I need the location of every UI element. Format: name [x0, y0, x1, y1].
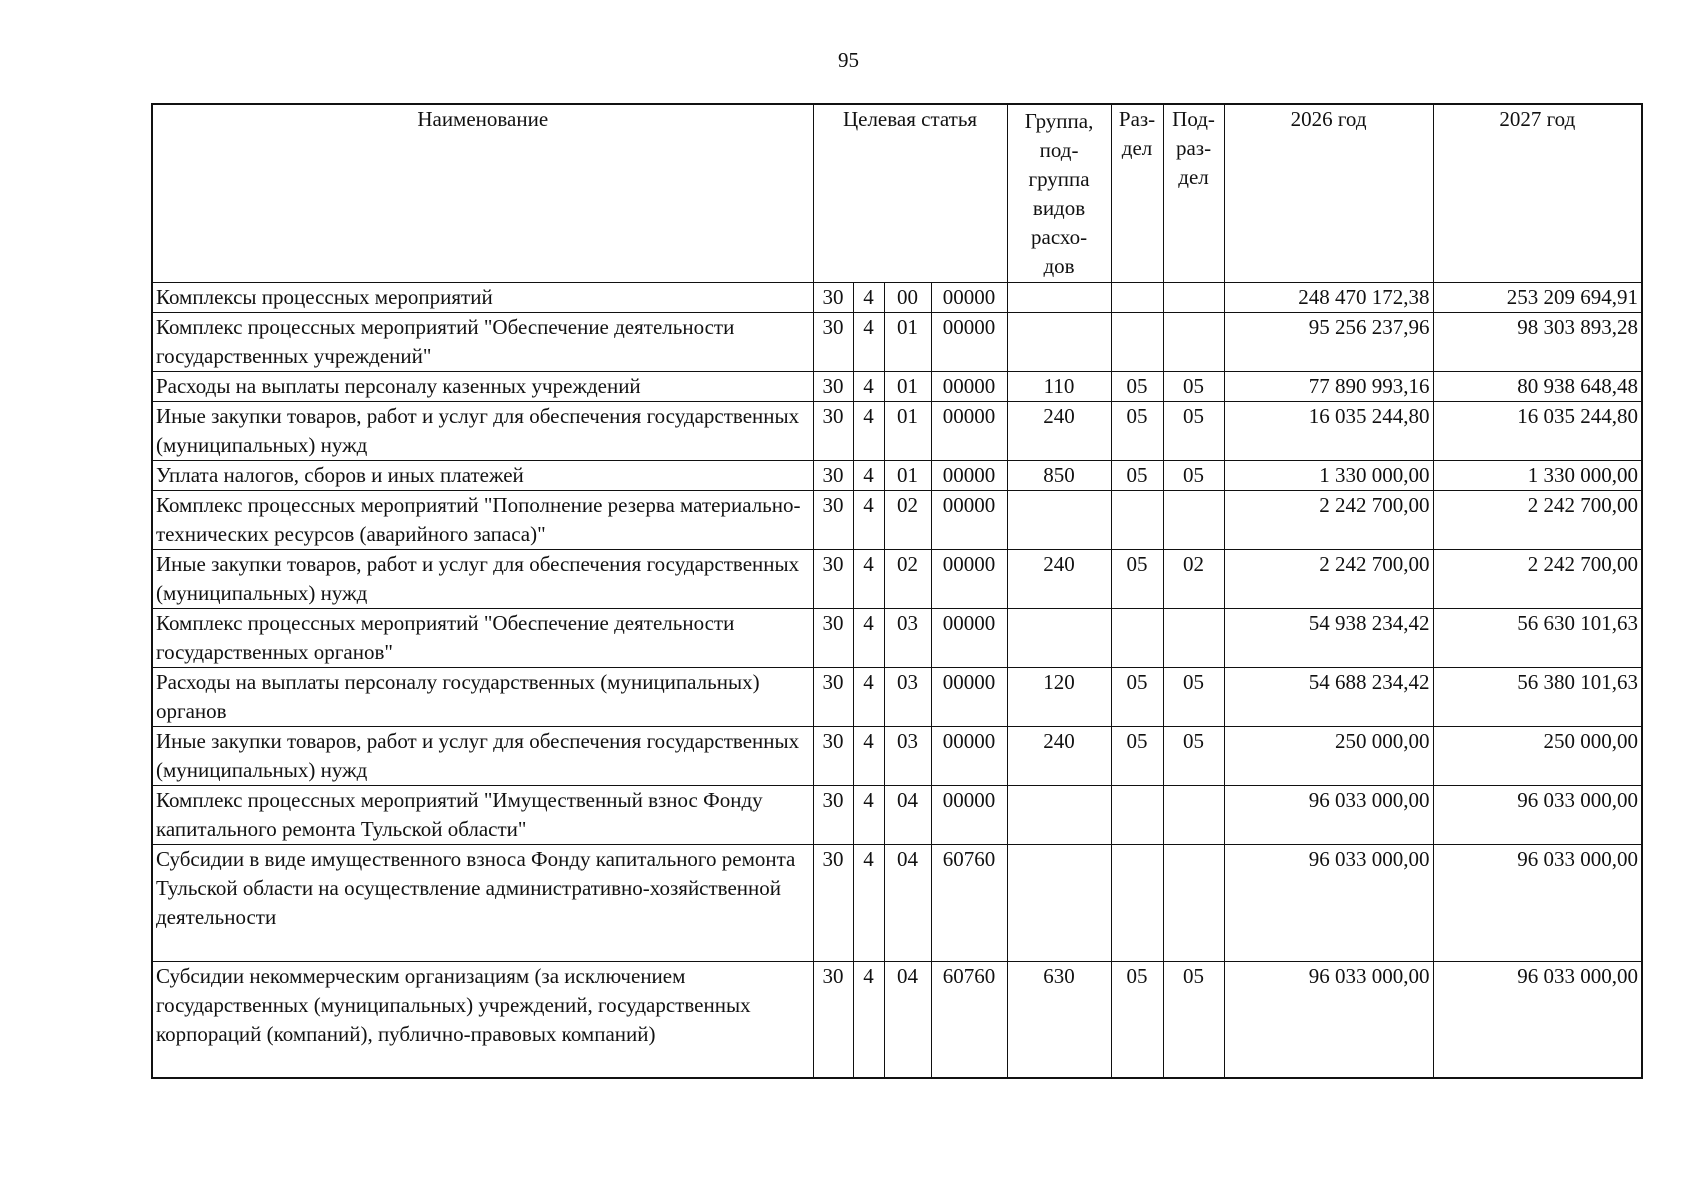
- amount-2027: 16 035 244,80: [1433, 401, 1642, 460]
- section-code: [1111, 282, 1163, 312]
- amount-2026: 16 035 244,80: [1224, 401, 1433, 460]
- amount-2027: 96 033 000,00: [1433, 844, 1642, 961]
- header-name: Наименование: [152, 104, 813, 282]
- target-code-type: 4: [853, 961, 884, 1078]
- target-code-complex: 03: [884, 667, 931, 726]
- table-row: [152, 460, 1642, 490]
- target-code-program: 30: [813, 549, 853, 608]
- target-code-program: 30: [813, 667, 853, 726]
- section-code: 05: [1111, 549, 1163, 608]
- expense-group: [1007, 844, 1111, 961]
- table-row: [152, 844, 1642, 961]
- target-code-program: 30: [813, 726, 853, 785]
- section-code: 05: [1111, 726, 1163, 785]
- row-name: Комплекс процессных мероприятий "Обеспечение деятельности государственных учреждений": [152, 312, 813, 371]
- target-code-direction: 60760: [931, 961, 1007, 1078]
- row-name: Иные закупки товаров, работ и услуг для обеспечения государственных (муниципальных) нужд: [152, 401, 813, 460]
- section-code: [1111, 844, 1163, 961]
- subsection-code: [1163, 490, 1224, 549]
- table-body: [152, 282, 1642, 1078]
- subsection-code: 05: [1163, 371, 1224, 401]
- page-number: 95: [838, 48, 859, 72]
- header-year-2026: 2026 год: [1224, 104, 1433, 282]
- amount-2026: 54 938 234,42: [1224, 608, 1433, 667]
- amount-2026: 96 033 000,00: [1224, 844, 1433, 961]
- budget-table: [151, 103, 1643, 1079]
- target-code-direction: 00000: [931, 785, 1007, 844]
- target-code-type: 4: [853, 371, 884, 401]
- subsection-code: [1163, 282, 1224, 312]
- table-row: [152, 282, 1642, 312]
- amount-2026: 2 242 700,00: [1224, 490, 1433, 549]
- row-name: Комплексы процессных мероприятий: [152, 282, 813, 312]
- section-code: 05: [1111, 371, 1163, 401]
- amount-2027: 253 209 694,91: [1433, 282, 1642, 312]
- table-row: [152, 312, 1642, 371]
- expense-group: [1007, 608, 1111, 667]
- target-code-direction: 60760: [931, 844, 1007, 961]
- row-name: Комплекс процессных мероприятий "Пополнение резерва материально-технических ресурсов (аварийного запаса)": [152, 490, 813, 549]
- target-code-complex: 03: [884, 726, 931, 785]
- target-code-program: 30: [813, 282, 853, 312]
- table-row: [152, 726, 1642, 785]
- expense-group: 240: [1007, 401, 1111, 460]
- amount-2027: 96 033 000,00: [1433, 961, 1642, 1078]
- table-row: [152, 667, 1642, 726]
- expense-group: [1007, 785, 1111, 844]
- amount-2026: 2 242 700,00: [1224, 549, 1433, 608]
- header-subsection: Под-раз-дел: [1163, 104, 1224, 282]
- target-code-type: 4: [853, 844, 884, 961]
- target-code-complex: 02: [884, 490, 931, 549]
- target-code-direction: 00000: [931, 282, 1007, 312]
- amount-2026: 96 033 000,00: [1224, 961, 1433, 1078]
- header-expense-group: Группа, под-группа видов расхо-дов: [1007, 104, 1111, 282]
- subsection-code: 05: [1163, 667, 1224, 726]
- amount-2027: 2 242 700,00: [1433, 549, 1642, 608]
- expense-group: 110: [1007, 371, 1111, 401]
- table-header-row: [152, 104, 1642, 282]
- subsection-code: 02: [1163, 549, 1224, 608]
- target-code-type: 4: [853, 608, 884, 667]
- amount-2026: 1 330 000,00: [1224, 460, 1433, 490]
- subsection-code: [1163, 608, 1224, 667]
- table-row: [152, 608, 1642, 667]
- amount-2026: 77 890 993,16: [1224, 371, 1433, 401]
- target-code-complex: 00: [884, 282, 931, 312]
- subsection-code: 05: [1163, 961, 1224, 1078]
- target-code-program: 30: [813, 608, 853, 667]
- section-code: 05: [1111, 961, 1163, 1078]
- row-name: Расходы на выплаты персоналу государственных (муниципальных) органов: [152, 667, 813, 726]
- target-code-complex: 01: [884, 401, 931, 460]
- section-code: 05: [1111, 667, 1163, 726]
- table-row: [152, 961, 1642, 1078]
- target-code-direction: 00000: [931, 490, 1007, 549]
- target-code-type: 4: [853, 460, 884, 490]
- target-code-type: 4: [853, 282, 884, 312]
- target-code-direction: 00000: [931, 608, 1007, 667]
- row-name: Комплекс процессных мероприятий "Обеспечение деятельности государственных органов": [152, 608, 813, 667]
- target-code-type: 4: [853, 785, 884, 844]
- amount-2027: 250 000,00: [1433, 726, 1642, 785]
- amount-2027: 56 630 101,63: [1433, 608, 1642, 667]
- subsection-code: 05: [1163, 401, 1224, 460]
- table-row: [152, 490, 1642, 549]
- target-code-direction: 00000: [931, 667, 1007, 726]
- amount-2027: 96 033 000,00: [1433, 785, 1642, 844]
- amount-2027: 1 330 000,00: [1433, 460, 1642, 490]
- amount-2026: 250 000,00: [1224, 726, 1433, 785]
- target-code-direction: 00000: [931, 460, 1007, 490]
- target-code-complex: 01: [884, 312, 931, 371]
- target-code-program: 30: [813, 844, 853, 961]
- section-code: [1111, 312, 1163, 371]
- header-section: Раз-дел: [1111, 104, 1163, 282]
- row-name: Уплата налогов, сборов и иных платежей: [152, 460, 813, 490]
- section-code: 05: [1111, 460, 1163, 490]
- table-row: [152, 785, 1642, 844]
- target-code-direction: 00000: [931, 549, 1007, 608]
- row-name: Иные закупки товаров, работ и услуг для обеспечения государственных (муниципальных) нужд: [152, 726, 813, 785]
- expense-group: 630: [1007, 961, 1111, 1078]
- amount-2027: 56 380 101,63: [1433, 667, 1642, 726]
- amount-2026: 95 256 237,96: [1224, 312, 1433, 371]
- row-name: Субсидии в виде имущественного взноса Фонду капитального ремонта Тульской области на осуществление административно-хозяйственной деятельности: [152, 844, 813, 961]
- expense-group: [1007, 282, 1111, 312]
- target-code-program: 30: [813, 961, 853, 1078]
- table-row: [152, 401, 1642, 460]
- table-row: [152, 371, 1642, 401]
- expense-group: 240: [1007, 549, 1111, 608]
- subsection-code: 05: [1163, 726, 1224, 785]
- amount-2027: 80 938 648,48: [1433, 371, 1642, 401]
- target-code-program: 30: [813, 490, 853, 549]
- table-row: [152, 549, 1642, 608]
- target-code-direction: 00000: [931, 312, 1007, 371]
- target-code-type: 4: [853, 549, 884, 608]
- expense-group: 240: [1007, 726, 1111, 785]
- target-code-program: 30: [813, 371, 853, 401]
- target-code-complex: 04: [884, 785, 931, 844]
- target-code-complex: 03: [884, 608, 931, 667]
- target-code-direction: 00000: [931, 371, 1007, 401]
- amount-2027: 2 242 700,00: [1433, 490, 1642, 549]
- target-code-complex: 04: [884, 844, 931, 961]
- row-name: Комплекс процессных мероприятий "Имущественный взнос Фонду капитального ремонта Тульской области": [152, 785, 813, 844]
- section-code: [1111, 490, 1163, 549]
- target-code-type: 4: [853, 490, 884, 549]
- amount-2027: 98 303 893,28: [1433, 312, 1642, 371]
- expense-group: [1007, 490, 1111, 549]
- target-code-type: 4: [853, 312, 884, 371]
- subsection-code: 05: [1163, 460, 1224, 490]
- subsection-code: [1163, 312, 1224, 371]
- expense-group: 120: [1007, 667, 1111, 726]
- section-code: [1111, 785, 1163, 844]
- target-code-program: 30: [813, 785, 853, 844]
- header-year-2027: 2027 год: [1433, 104, 1642, 282]
- target-code-type: 4: [853, 401, 884, 460]
- target-code-complex: 01: [884, 460, 931, 490]
- target-code-direction: 00000: [931, 726, 1007, 785]
- row-name: Иные закупки товаров, работ и услуг для обеспечения государственных (муниципальных) нужд: [152, 549, 813, 608]
- expense-group: [1007, 312, 1111, 371]
- amount-2026: 248 470 172,38: [1224, 282, 1433, 312]
- target-code-direction: 00000: [931, 401, 1007, 460]
- target-code-type: 4: [853, 726, 884, 785]
- target-code-type: 4: [853, 667, 884, 726]
- row-name: Расходы на выплаты персоналу казенных учреждений: [152, 371, 813, 401]
- expense-group: 850: [1007, 460, 1111, 490]
- row-name: Субсидии некоммерческим организациям (за исключением государственных (муниципальных) учреждений, государственных корпораций (компаний), публично-правовых компаний): [152, 961, 813, 1078]
- target-code-complex: 02: [884, 549, 931, 608]
- header-target-article: Целевая статья: [813, 104, 1007, 282]
- subsection-code: [1163, 844, 1224, 961]
- target-code-program: 30: [813, 401, 853, 460]
- target-code-complex: 04: [884, 961, 931, 1078]
- section-code: 05: [1111, 401, 1163, 460]
- amount-2026: 54 688 234,42: [1224, 667, 1433, 726]
- section-code: [1111, 608, 1163, 667]
- target-code-program: 30: [813, 312, 853, 371]
- subsection-code: [1163, 785, 1224, 844]
- target-code-complex: 01: [884, 371, 931, 401]
- target-code-program: 30: [813, 460, 853, 490]
- amount-2026: 96 033 000,00: [1224, 785, 1433, 844]
